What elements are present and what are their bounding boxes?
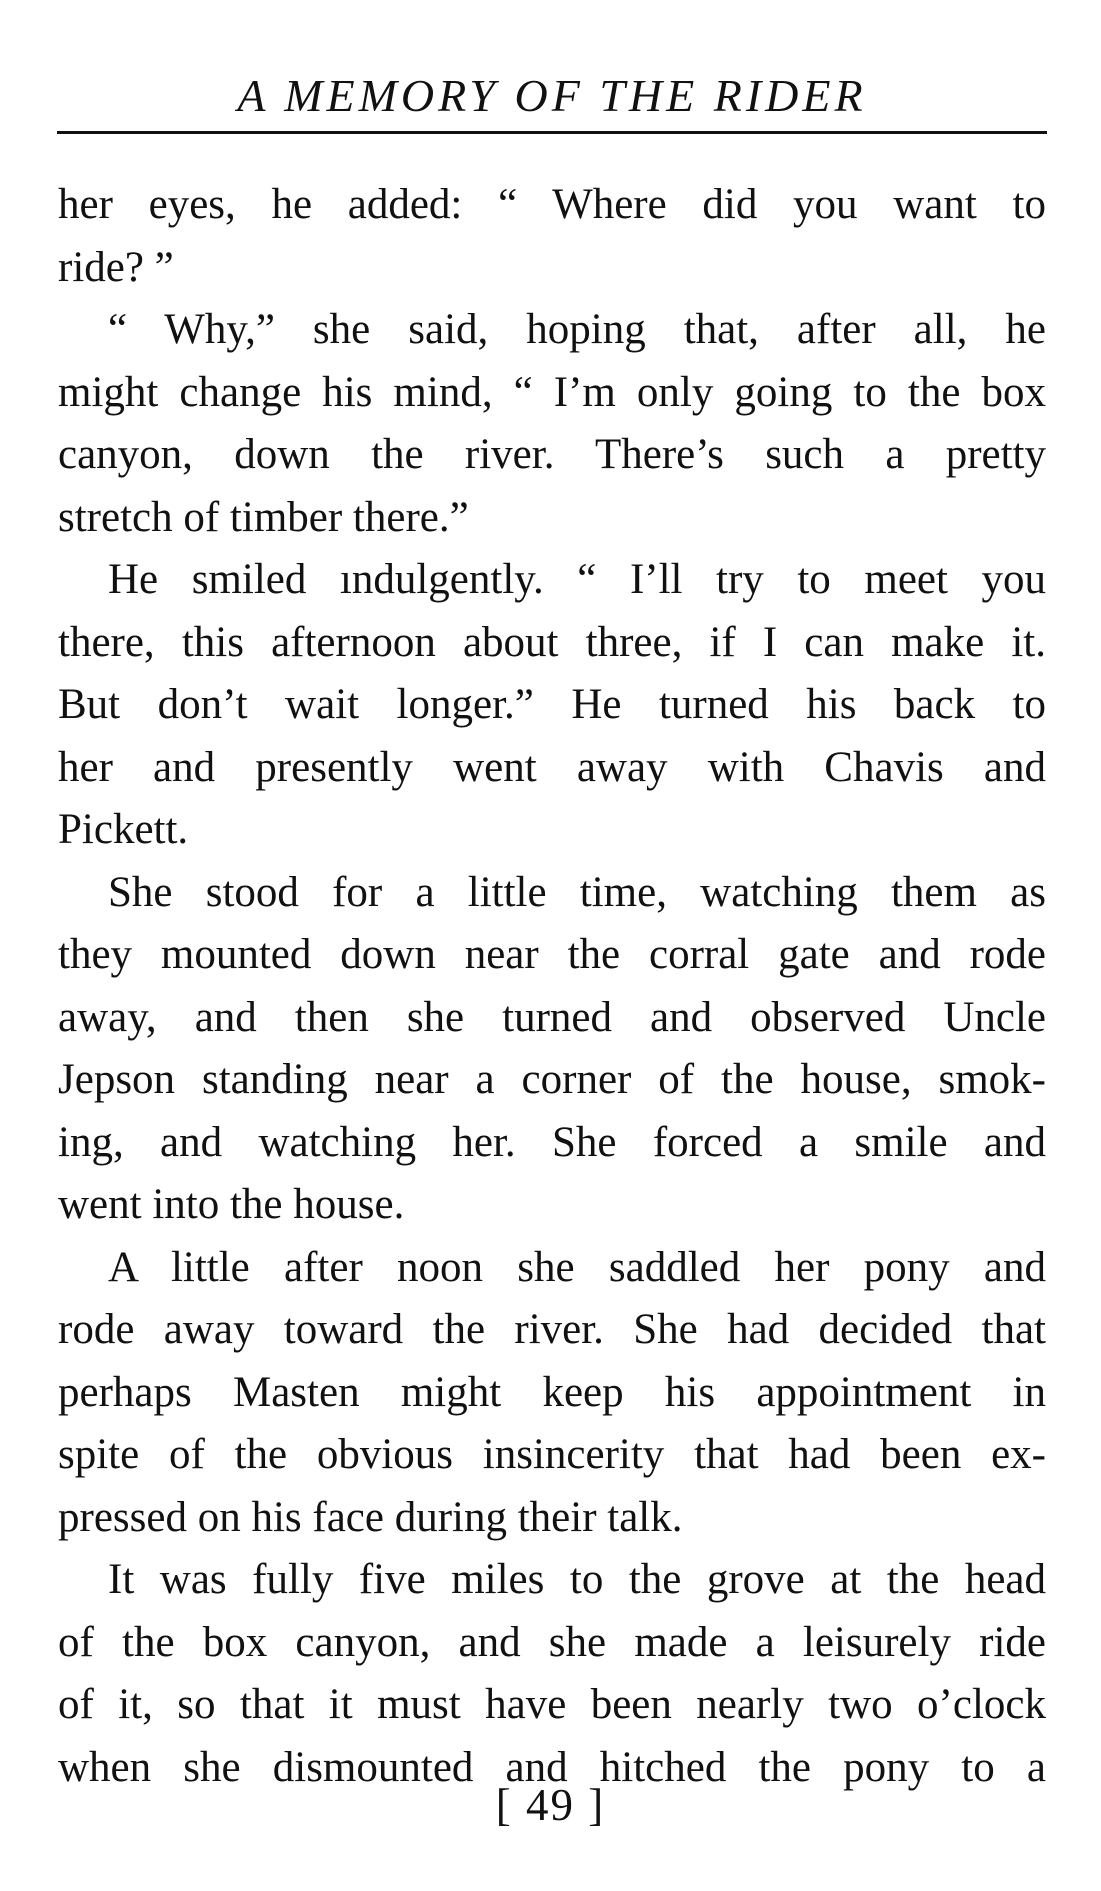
text-line: But don’t wait longer.” He turned his back to: [58, 681, 1046, 728]
page-number: [ 49 ]: [495, 1780, 606, 1830]
header-rule: [57, 131, 1047, 134]
text-line: spite of the obvious insincerity that had been ex-: [58, 1431, 1046, 1478]
text-line: Jepson standing near a corner of the house, smok-: [58, 1056, 1046, 1103]
text-line: when she dismounted and hitched the pony to a: [58, 1743, 1046, 1791]
body-text: [58, 174, 1046, 1799]
text-line: her eyes, he added: “ Where did you want to: [58, 181, 1046, 228]
text-line: away, and then she turned and observed Uncle: [58, 993, 1046, 1041]
text-line: ride? ”: [58, 243, 174, 291]
text-line: stretch of timber there.”: [58, 493, 469, 541]
paragraph-first-line: “ Why,” she said, hoping that, after all, he: [108, 306, 1046, 353]
text-line: Pickett.: [58, 806, 189, 853]
running-head-title: A MEMORY OF THE RIDER: [237, 70, 867, 121]
text-line: of it, so that it must have been nearly two o’clock: [58, 1681, 1046, 1728]
text-line: ing, and watching her. She forced a smile and: [58, 1118, 1046, 1166]
text-line: her and presently went away with Chavis and: [58, 743, 1046, 791]
text-line: of the box canyon, and she made a leisurely ride: [58, 1618, 1046, 1666]
text-line: pressed on his face during their talk.: [58, 1493, 683, 1541]
paragraph-first-line: He smiled ındulgently. “ I’ll try to meet you: [108, 556, 1046, 603]
text-line: perhaps Masten might keep his appointment in: [58, 1368, 1046, 1416]
paragraph-first-line: She stood for a little time, watching them as: [108, 868, 1046, 916]
text-line: went into the house.: [58, 1181, 405, 1228]
paragraph-first-line: It was fully five miles to the grove at the head: [108, 1556, 1046, 1603]
text-line: rode away toward the river. She had decided that: [58, 1306, 1046, 1353]
paragraph-first-line: A little after noon she saddled her pony and: [108, 1243, 1046, 1291]
text-line: canyon, down the river. There’s such a pretty: [58, 431, 1046, 478]
text-line: might change his mind, “ I’m only going to the box: [58, 368, 1046, 416]
text-line: they mounted down near the corral gate and rode: [58, 931, 1046, 978]
text-line: there, this afternoon about three, if I can make it.: [58, 618, 1046, 666]
